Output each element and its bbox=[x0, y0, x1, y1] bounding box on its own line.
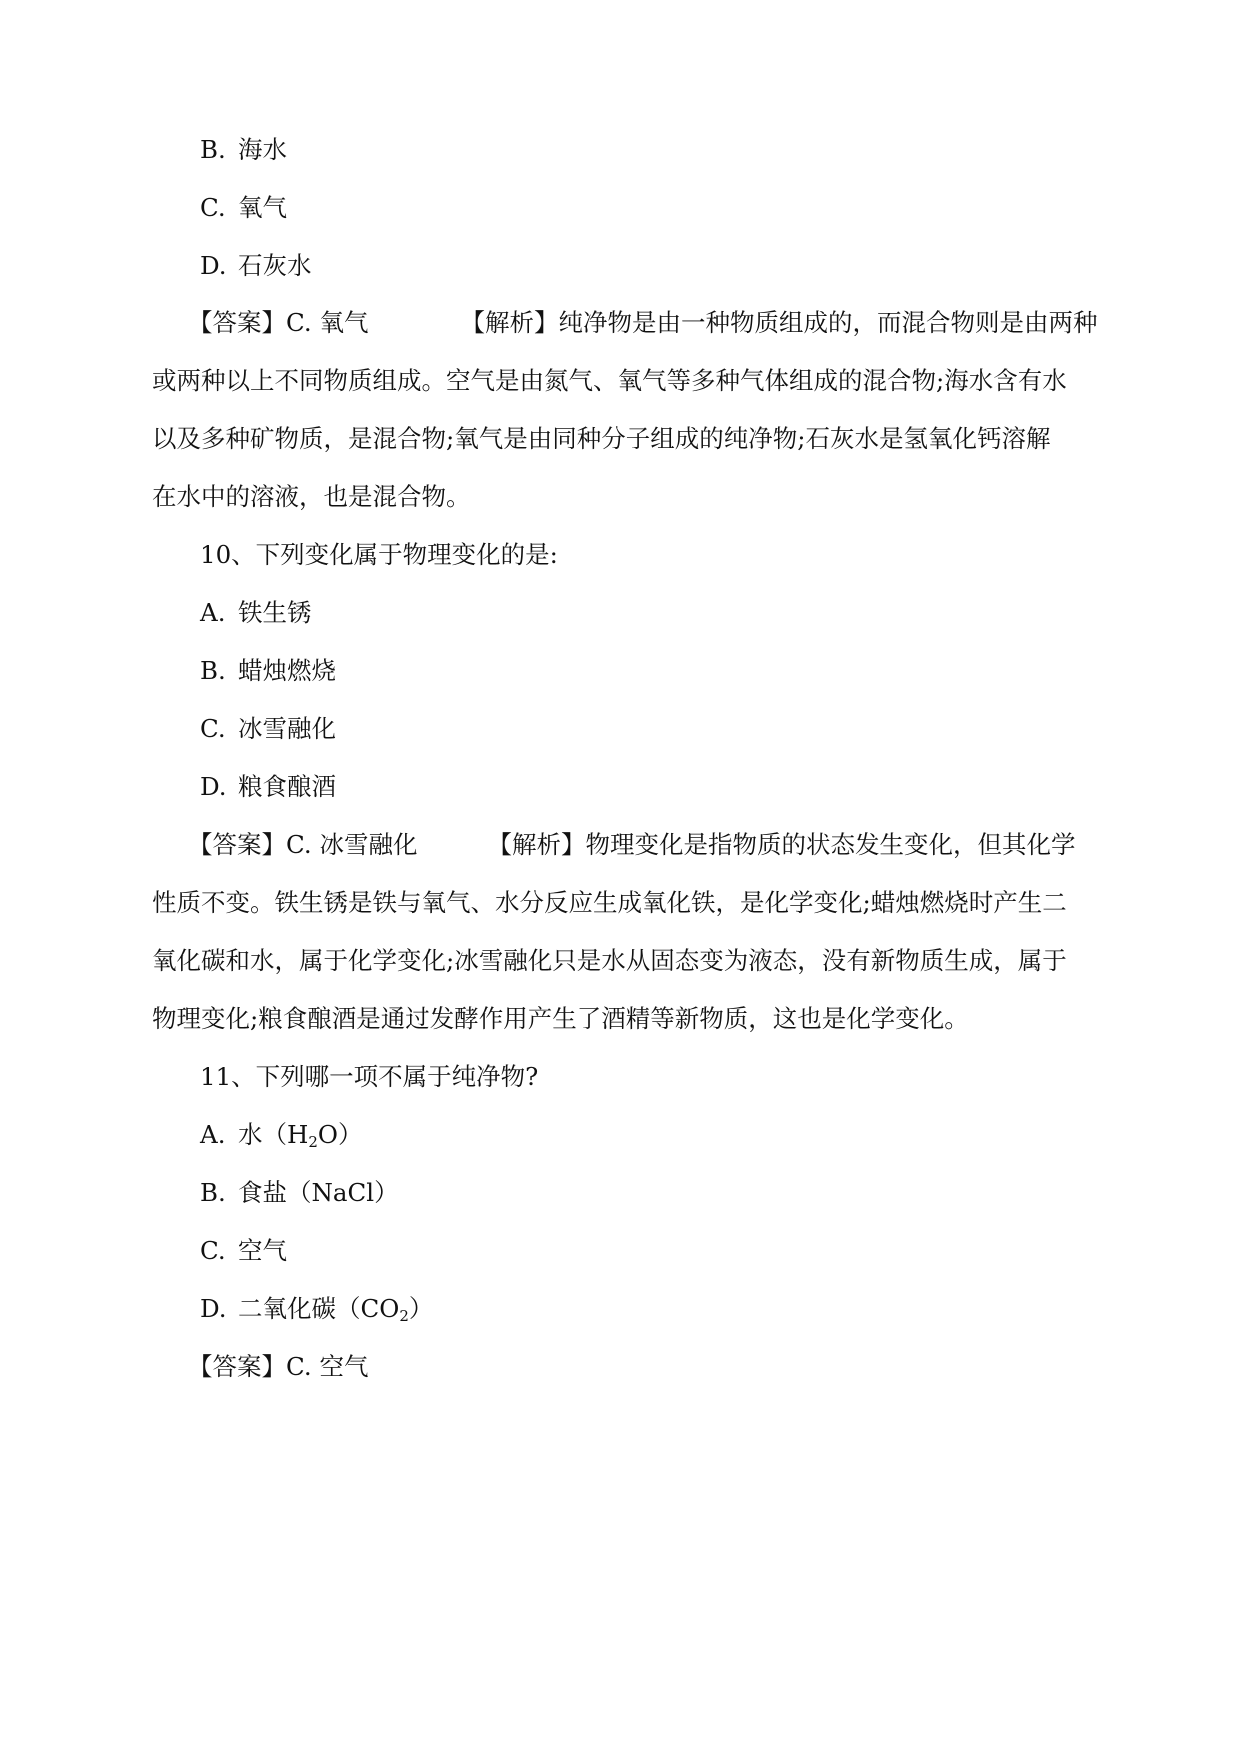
q10-option-c bbox=[200, 712, 336, 746]
formula-tail: ） bbox=[408, 1294, 434, 1323]
q9-option-c bbox=[200, 191, 287, 225]
q10-analysis-line: 氧化碳和水，属于化学变化;冰雪融化只是水从固态变为液态，没有新物质生成，属于 bbox=[152, 946, 1067, 975]
q9-answer-line bbox=[188, 306, 1097, 340]
option-label: C. bbox=[200, 1236, 226, 1265]
q11-option-b bbox=[200, 1176, 399, 1210]
q10-option-a bbox=[200, 596, 312, 630]
option-text: 石灰水 bbox=[238, 251, 312, 280]
q9-analysis-line: 或两种以上不同物质组成。空气是由氮气、氧气等多种气体组成的混合物;海水含有水 bbox=[152, 366, 1067, 395]
answer-text: C. 空气 bbox=[286, 1352, 369, 1381]
q11-question: 11、下列哪一项不属于纯净物? bbox=[200, 1062, 539, 1091]
option-label: B. bbox=[200, 1178, 226, 1207]
option-text: 冰雪融化 bbox=[238, 714, 336, 743]
q10-analysis-line: 物理变化;粮食酿酒是通过发酵作用产生了酒精等新物质，这也是化学变化。 bbox=[152, 1004, 969, 1033]
answer-text: C. 冰雪融化 bbox=[286, 830, 418, 859]
q10-question: 10、下列变化属于物理变化的是: bbox=[200, 540, 558, 569]
analysis-text: 物理变化是指物质的状态发生变化，但其化学 bbox=[585, 830, 1076, 859]
option-text: 空气 bbox=[238, 1236, 287, 1265]
option-text: 食盐（NaCl） bbox=[238, 1178, 399, 1207]
formula-tail: O） bbox=[317, 1120, 363, 1149]
answer-tag: 【答案】 bbox=[188, 308, 286, 337]
option-label: A. bbox=[200, 1120, 226, 1149]
option-label: A. bbox=[200, 598, 226, 627]
option-text: 蜡烛燃烧 bbox=[238, 656, 336, 685]
option-text: 粮食酿酒 bbox=[238, 772, 336, 801]
q11-answer-line bbox=[188, 1350, 368, 1384]
option-label: B. bbox=[200, 656, 226, 685]
q9-option-d bbox=[200, 249, 312, 283]
formula-main: H bbox=[287, 1120, 309, 1149]
analysis-tag: 【解析】 bbox=[487, 830, 586, 859]
formula-subscript: 2 bbox=[399, 1307, 409, 1325]
q9-analysis-line: 在水中的溶液，也是混合物。 bbox=[152, 482, 471, 511]
option-text: 海水 bbox=[238, 135, 287, 164]
answer-text: C. 氧气 bbox=[286, 308, 369, 337]
formula-subscript: 2 bbox=[308, 1133, 318, 1151]
option-label: C. bbox=[200, 714, 226, 743]
q11-option-d bbox=[200, 1292, 433, 1326]
q10-option-d bbox=[200, 770, 336, 804]
analysis-tag: 【解析】 bbox=[460, 308, 559, 337]
q10-option-b bbox=[200, 654, 336, 688]
answer-tag: 【答案】 bbox=[188, 830, 286, 859]
option-label: D. bbox=[200, 1294, 227, 1323]
option-label: C. bbox=[200, 193, 226, 222]
answer-tag: 【答案】 bbox=[188, 1352, 286, 1381]
option-text: 氧气 bbox=[238, 193, 287, 222]
q9-analysis-line: 以及多种矿物质，是混合物;氧气是由同种分子组成的纯净物;石灰水是氢氧化钙溶解 bbox=[152, 424, 1051, 453]
option-text: 铁生锈 bbox=[238, 598, 312, 627]
q10-analysis-line: 性质不变。铁生锈是铁与氧气、水分反应生成氧化铁，是化学变化;蜡烛燃烧时产生二 bbox=[152, 888, 1067, 917]
q11-option-a bbox=[200, 1118, 363, 1152]
option-text: 水（ bbox=[238, 1120, 287, 1149]
formula-main: CO bbox=[360, 1294, 400, 1323]
option-label: B. bbox=[200, 135, 226, 164]
q11-option-c bbox=[200, 1234, 287, 1268]
analysis-text: 纯净物是由一种物质组成的，而混合物则是由两种 bbox=[558, 308, 1098, 337]
option-label: D. bbox=[200, 251, 227, 280]
option-label: D. bbox=[200, 772, 227, 801]
q10-answer-line bbox=[188, 828, 1075, 862]
q9-option-b bbox=[200, 133, 287, 167]
option-text: 二氧化碳（ bbox=[238, 1294, 361, 1323]
